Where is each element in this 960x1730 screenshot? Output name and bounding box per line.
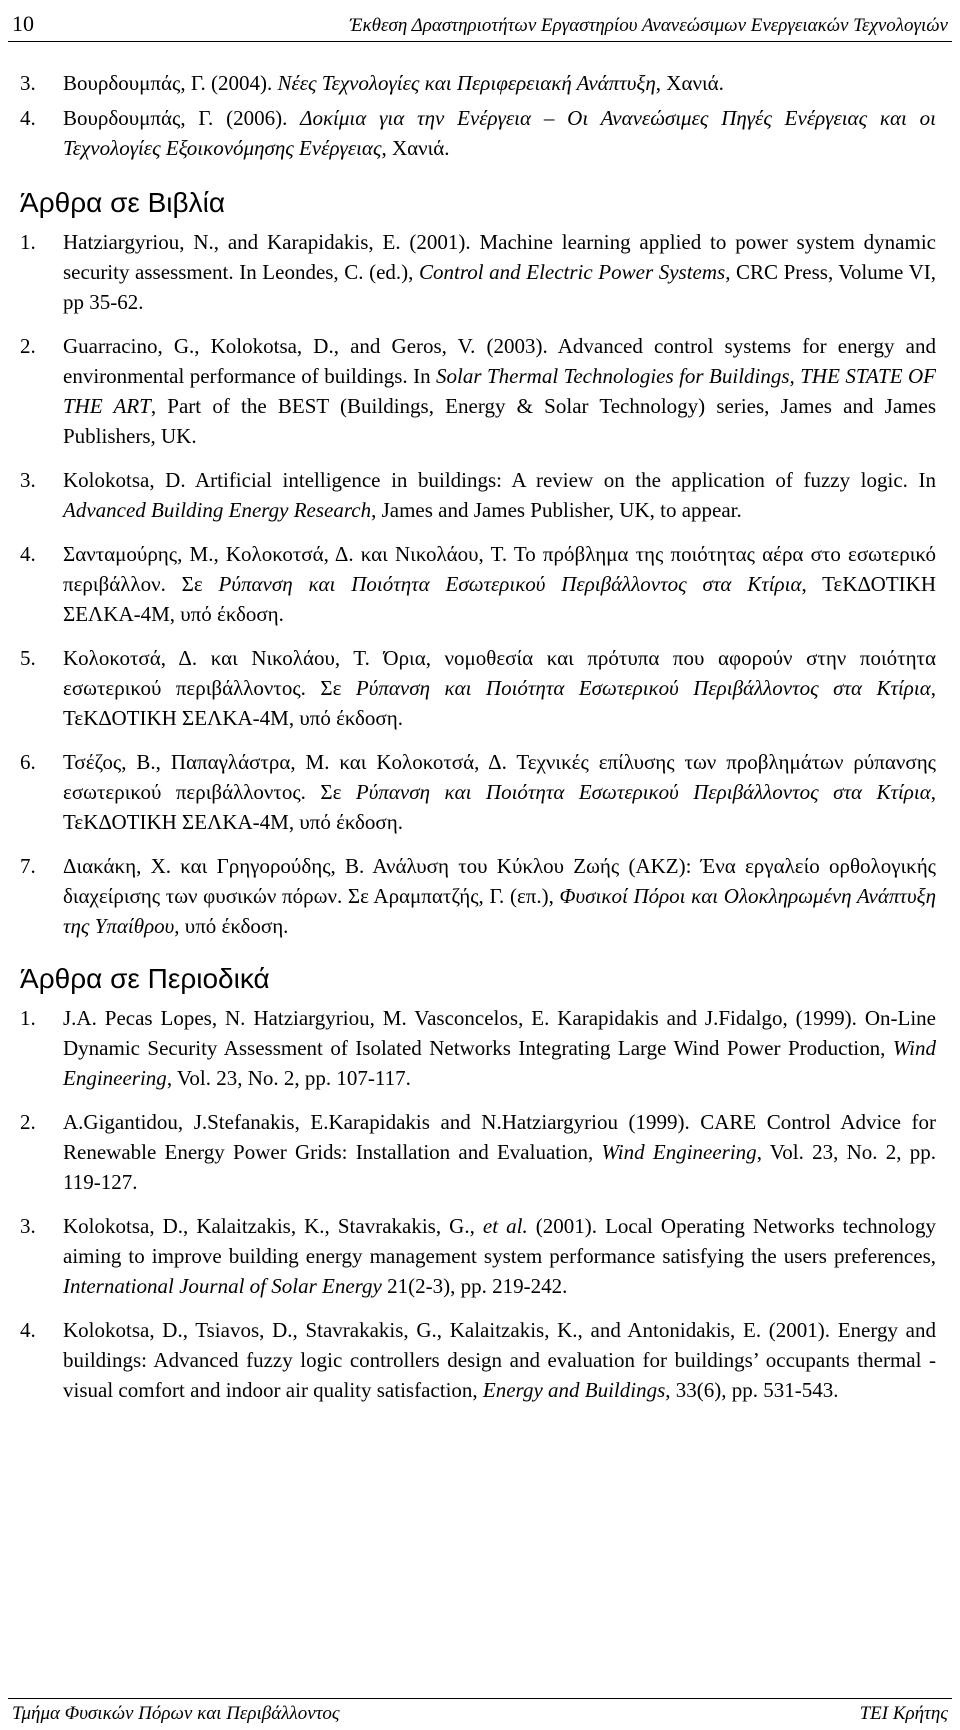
chapter-reference: 7. Διακάκη, Χ. και Γρηγορούδης, Β. Ανάλυση του Κύκλου Ζωής (ΑΚΖ): Ένα εργαλείο ορθολογικής διαχείρισης των φυσικών πόρων. Σε Αραμπατζής, Γ. (επ.), Φυσικοί Πόροι και Ολοκληρωμένη Ανάπτυξη της Υπαίθρου, υπό έκδοση.: [20, 851, 936, 941]
journal-reference: 1. J.A. Pecas Lopes, N. Hatziargyriou, M. Vasconcelos, E. Karapidakis and J.Fidalgo, (1999). On-Line Dynamic Security Assessment of Isolated Networks Integrating Large Wind Power Production, Wind Engineering, Vol. 23, No. 2, pp. 107-117.: [20, 1003, 936, 1093]
reference-number: 1.: [20, 1006, 36, 1030]
page-number: 10: [12, 11, 34, 36]
journal-reference: 4. Kolokotsa, D., Tsiavos, D., Stavrakakis, G., Kalaitzakis, K., and Antonidakis, E. (2001). Energy and buildings: Advanced fuzzy logic controllers design and evaluation for buildings’ occupants thermal - visual comfort and indoor air quality satisfaction, Energy and Buildings, 33(6), pp. 531-543.: [20, 1315, 936, 1405]
reference-number: 1.: [20, 230, 36, 254]
reference-number: 7.: [20, 854, 36, 878]
journal-reference: 3. Kolokotsa, D., Kalaitzakis, K., Stavrakakis, G., et al. (2001). Local Operating Networks technology aiming to improve building energy management system performance satisfying the users preferences, International Journal of Solar Energy 21(2-3), pp. 219-242.: [20, 1211, 936, 1301]
reference-number: 4.: [20, 1318, 36, 1342]
book-reference: 4. Βουρδουμπάς, Γ. (2006). Δοκίμια για την Ενέργεια – Οι Ανανεώσιμες Πηγές Ενέργειας και οι Τεχνολογίες Εξοικονόμησης Ενέργειας, Χανιά.: [20, 103, 936, 163]
reference-number: 5.: [20, 646, 36, 670]
section-heading-chapters: Άρθρα σε Βιβλία: [20, 187, 226, 218]
chapter-reference: 1. Hatziargyriou, N., and Karapidakis, E. (2001). Machine learning applied to power system dynamic security assessment. In Leondes, C. (ed.), Control and Electric Power Systems, CRC Press, Volume VI, pp 35-62.: [20, 227, 936, 317]
chapter-reference: 6. Τσέζος, Β., Παπαγλάστρα, Μ. και Κολοκοτσά, Δ. Τεχνικές επίλυσης των προβλημάτων ρύπανσης εσωτερικού περιβάλλοντος. Σε Ρύπανση και Ποιότητα Εσωτερικού Περιβάλλοντος στα Κτίρια, ΤεΚΔΟΤΙΚΗ ΣΕΛΚΑ-4Μ, υπό έκδοση.: [20, 747, 936, 837]
page-header: [8, 0, 952, 42]
book-reference: 3. Βουρδουμπάς, Γ. (2004). Νέες Τεχνολογίες και Περιφερειακή Ανάπτυξη, Χανιά.: [20, 68, 936, 98]
reference-number: 2.: [20, 1110, 36, 1134]
reference-number: 3.: [20, 1214, 36, 1238]
page-content: [0, 68, 960, 1405]
chapter-reference: 4. Σανταμούρης, Μ., Κολοκοτσά, Δ. και Νικολάου, Τ. Το πρόβλημα της ποιότητας αέρα στο εσωτερικό περιβάλλον. Σε Ρύπανση και Ποιότητα Εσωτερικού Περιβάλλοντος στα Κτίρια, ΤεΚΔΟΤΙΚΗ ΣΕΛΚΑ-4Μ, υπό έκδοση.: [20, 539, 936, 629]
section-heading-journals: Άρθρα σε Περιοδικά: [20, 963, 270, 994]
institution-name: ΤΕΙ Κρήτης: [859, 1703, 948, 1724]
reference-number: 3.: [20, 71, 36, 95]
department-name: Τμήμα Φυσικών Πόρων και Περιβάλλοντος: [12, 1703, 340, 1724]
page-footer: [8, 1698, 952, 1730]
reference-number: 2.: [20, 334, 36, 358]
chapter-reference: 5. Κολοκοτσά, Δ. και Νικολάου, Τ. Όρια, νομοθεσία και πρότυπα που αφορούν στην ποιότητα εσωτερικού περιβάλλοντος. Σε Ρύπανση και Ποιότητα Εσωτερικού Περιβάλλοντος στα Κτίρια, ΤεΚΔΟΤΙΚΗ ΣΕΛΚΑ-4Μ, υπό έκδοση.: [20, 643, 936, 733]
reference-number: 6.: [20, 750, 36, 774]
chapter-reference: 2. Guarracino, G., Kolokotsa, D., and Geros, V. (2003). Advanced control systems for energy and environmental performance of buildings. In Solar Thermal Technologies for Buildings, THE STATE OF THE ART, Part of the BEST (Buildings, Energy & Solar Technology) series, James and James Publishers, UK.: [20, 331, 936, 451]
chapter-reference: 3. Kolokotsa, D. Artificial intelligence in buildings: A review on the application of fuzzy logic. In Advanced Building Energy Research, James and James Publisher, UK, to appear.: [20, 465, 936, 525]
reference-number: 3.: [20, 468, 36, 492]
running-title: Έκθεση Δραστηριοτήτων Εργαστηρίου Ανανεώσιμων Ενεργειακών Τεχνολογιών: [349, 15, 948, 36]
journal-reference: 2. A.Gigantidou, J.Stefanakis, E.Karapidakis and N.Hatziargyriou (1999). CARE Control Advice for Renewable Energy Power Grids: Installation and Evaluation, Wind Engineering, Vol. 23, No. 2, pp. 119-127.: [20, 1107, 936, 1197]
reference-number: 4.: [20, 542, 36, 566]
reference-number: 4.: [20, 106, 36, 130]
